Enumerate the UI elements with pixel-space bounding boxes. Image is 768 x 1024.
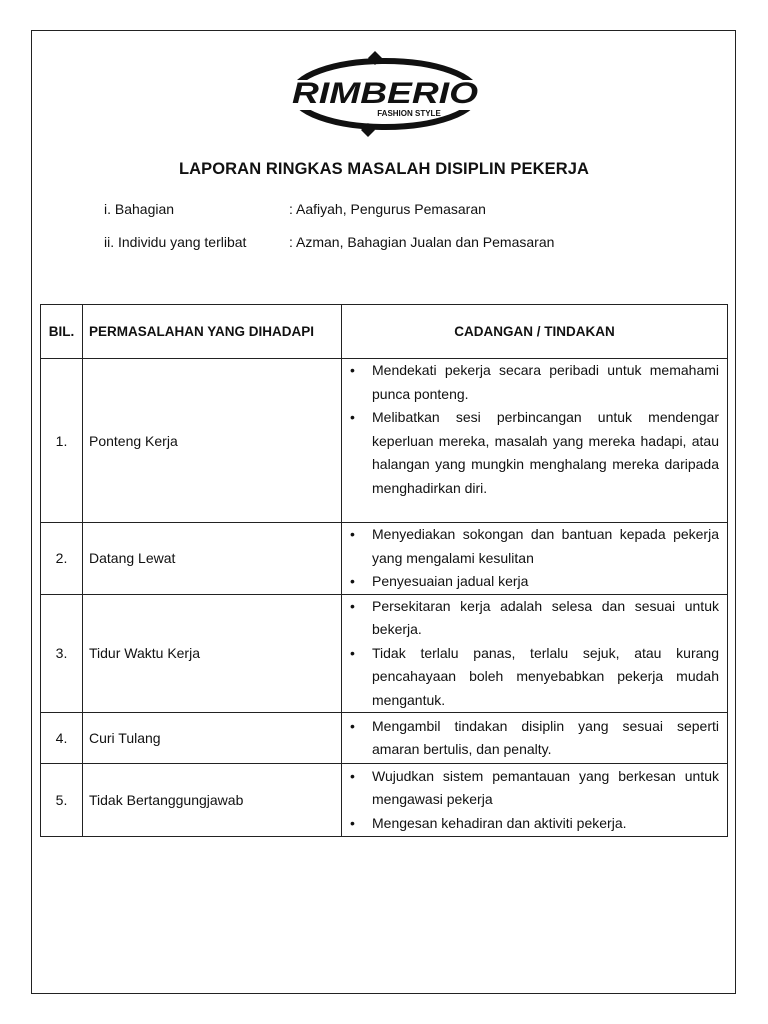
header-cadangan: CADANGAN / TINDAKAN: [342, 305, 728, 359]
action-item: • Mendekati pekerja secara peribadi untuk memahami punca ponteng.: [372, 359, 719, 406]
row-actions: [342, 523, 728, 595]
row-number: 2.: [41, 523, 83, 595]
discipline-table: [40, 304, 728, 837]
info-label: ii. Individu yang terlibat: [104, 234, 247, 250]
row-actions: [342, 359, 728, 523]
action-item: • Mengesan kehadiran dan aktiviti pekerja.: [372, 812, 719, 836]
row-number: 3.: [41, 594, 83, 713]
row-problem: Datang Lewat: [83, 523, 342, 595]
action-item: • Mengambil tindakan disiplin yang sesuai seperti amaran bertulis, dan penalty.: [372, 715, 719, 762]
row-number: 1.: [41, 359, 83, 523]
info-value: : Aafiyah, Pengurus Pemasaran: [289, 201, 486, 217]
action-item: • Menyediakan sokongan dan bantuan kepada pekerja yang mengalami kesulitan: [372, 523, 719, 570]
page-title: LAPORAN RINGKAS MASALAH DISIPLIN PEKERJA: [178, 160, 590, 178]
rimberio-logo: [285, 50, 485, 142]
table-row: [41, 594, 728, 713]
row-actions: [342, 764, 728, 837]
logo-brand: RIMBERIO: [292, 77, 478, 110]
row-problem: Tidak Bertanggungjawab: [83, 764, 342, 837]
action-item: • Wujudkan sistem pemantauan yang berkesan untuk mengawasi pekerja: [372, 765, 719, 812]
action-item: • Penyesuaian jadual kerja: [372, 570, 719, 594]
action-item: • Persekitaran kerja adalah selesa dan sesuai untuk bekerja.: [372, 595, 719, 642]
row-actions: [342, 713, 728, 764]
table-row: [41, 523, 728, 595]
info-label: i. Bahagian: [104, 201, 175, 217]
row-problem: Ponteng Kerja: [83, 359, 342, 523]
table-row: [41, 764, 728, 837]
row-problem: Tidur Waktu Kerja: [83, 594, 342, 713]
row-number: 4.: [41, 713, 83, 764]
row-problem: Curi Tulang: [83, 713, 342, 764]
row-number: 5.: [41, 764, 83, 837]
logo-tagline: FASHION STYLE: [377, 109, 441, 118]
table-row: [41, 713, 728, 764]
row-actions: [342, 594, 728, 713]
action-item: • Melibatkan sesi perbincangan untuk mendengar keperluan mereka, masalah yang mereka hadapi, atau halangan yang mungkin menghalang mereka daripada menghadirkan diri.: [372, 406, 719, 500]
header-permasalahan: PERMASALAHAN YANG DIHADAPI: [83, 305, 342, 359]
header-bil: BIL.: [41, 305, 83, 359]
action-item: • Tidak terlalu panas, terlalu sejuk, atau kurang pencahayaan boleh menyebabkan pekerja mudah mengantuk.: [372, 642, 719, 713]
table-row: [41, 359, 728, 523]
info-value: : Azman, Bahagian Jualan dan Pemasaran: [289, 234, 555, 250]
table-header-row: [41, 305, 728, 359]
